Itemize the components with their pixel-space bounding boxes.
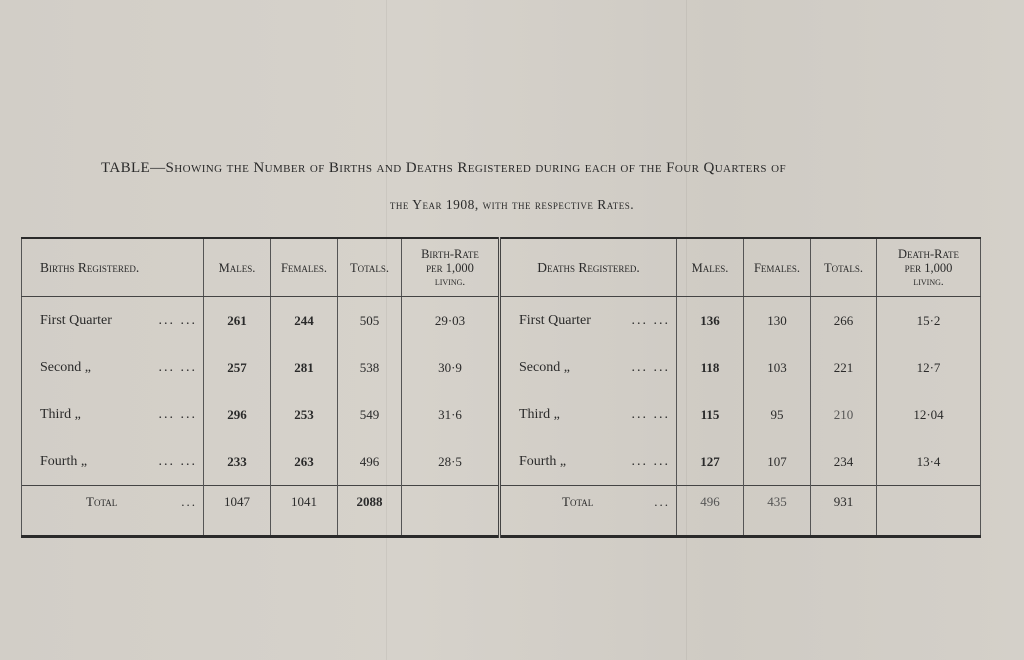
leader-dots: ... <box>181 494 197 509</box>
deaths-males-cell: 118 <box>677 344 744 391</box>
table-title-line-1: TABLE—Showing the Number of Births and Deaths Registered during each of the Four Quarters of <box>101 160 786 176</box>
header-deaths-registered: Deaths Registered. <box>500 238 677 297</box>
death-rate-cell: 12·04 <box>877 391 981 438</box>
death-rate-cell: 15·2 <box>877 297 981 345</box>
table-total-row <box>22 486 981 537</box>
total-births-males: 1047 <box>204 486 271 537</box>
header-deaths-females: Females. <box>744 238 811 297</box>
deaths-females-cell: 130 <box>744 297 811 345</box>
births-females-cell: 253 <box>271 391 338 438</box>
births-males-cell: 257 <box>204 344 271 391</box>
deaths-males-cell: 127 <box>677 438 744 486</box>
births-males-cell: 233 <box>204 438 271 486</box>
leader-dots: ... ... <box>158 359 197 375</box>
births-females-cell: 263 <box>271 438 338 486</box>
deaths-females-cell: 95 <box>744 391 811 438</box>
table-header-row <box>22 238 981 297</box>
births-females-cell: 281 <box>271 344 338 391</box>
row-quarter-label <box>22 297 204 345</box>
header-births-males: Males. <box>204 238 271 297</box>
deaths-males-cell: 136 <box>677 297 744 345</box>
quarter-name: Second „ <box>40 359 91 375</box>
death-rate-cell: 13·4 <box>877 438 981 486</box>
total-death-rate-empty <box>877 486 981 537</box>
row-deaths-quarter-label <box>500 438 677 486</box>
total-label <box>22 486 204 537</box>
deaths-totals-cell: 266 <box>811 297 877 345</box>
births-females-cell: 244 <box>271 297 338 345</box>
leader-dots: ... ... <box>631 406 670 422</box>
deaths-females-cell: 103 <box>744 344 811 391</box>
header-death-rate-line-3: living. <box>913 275 944 288</box>
leader-dots: ... <box>654 494 670 509</box>
leader-dots: ... ... <box>631 453 670 469</box>
total-births-totals: 2088 <box>338 486 402 537</box>
births-males-cell: 261 <box>204 297 271 345</box>
birth-rate-cell: 28·5 <box>402 438 500 486</box>
row-quarter-label <box>22 344 204 391</box>
births-deaths-table <box>21 237 981 538</box>
leader-dots: ... ... <box>158 453 197 469</box>
births-totals-cell: 505 <box>338 297 402 345</box>
total-label-text: Total <box>86 494 118 509</box>
births-totals-cell: 538 <box>338 344 402 391</box>
row-quarter-label <box>22 391 204 438</box>
total-births-females: 1041 <box>271 486 338 537</box>
deaths-males-cell: 115 <box>677 391 744 438</box>
table-title-line-2: the Year 1908, with the respective Rates. <box>389 197 635 212</box>
quarter-name: Third „ <box>40 406 81 422</box>
header-birth-rate-line-2: per 1,000 <box>426 260 474 275</box>
header-births-registered: Births Registered. <box>22 238 204 297</box>
table-row <box>22 438 981 486</box>
births-males-cell: 296 <box>204 391 271 438</box>
deaths-totals-cell: 210 <box>811 391 877 438</box>
quarter-name: Fourth „ <box>40 453 88 469</box>
total-deaths-totals: 931 <box>811 486 877 537</box>
quarter-name: Fourth „ <box>519 453 567 469</box>
total-deaths-females: 435 <box>744 486 811 537</box>
leader-dots: ... ... <box>631 312 670 328</box>
birth-rate-cell: 31·6 <box>402 391 500 438</box>
death-rate-cell: 12·7 <box>877 344 981 391</box>
header-birth-rate-line-1: Birth-Rate <box>421 246 479 261</box>
table-row <box>22 297 981 345</box>
row-quarter-label <box>22 438 204 486</box>
birth-rate-cell: 29·03 <box>402 297 500 345</box>
row-deaths-quarter-label <box>500 391 677 438</box>
quarter-name: First Quarter <box>40 312 112 328</box>
row-deaths-quarter-label <box>500 297 677 345</box>
table-row <box>22 391 981 438</box>
header-birth-rate <box>402 238 500 297</box>
table-row <box>22 344 981 391</box>
quarter-name: Third „ <box>519 406 560 422</box>
deaths-totals-cell: 234 <box>811 438 877 486</box>
header-deaths-males: Males. <box>677 238 744 297</box>
header-deaths-totals: Totals. <box>811 238 877 297</box>
total-birth-rate-empty <box>402 486 500 537</box>
header-births-totals: Totals. <box>338 238 402 297</box>
births-totals-cell: 496 <box>338 438 402 486</box>
birth-rate-cell: 30·9 <box>402 344 500 391</box>
total-deaths-label <box>500 486 677 537</box>
quarter-name: First Quarter <box>519 312 591 328</box>
deaths-females-cell: 107 <box>744 438 811 486</box>
total-label-text: Total <box>562 494 594 509</box>
row-deaths-quarter-label <box>500 344 677 391</box>
total-deaths-males: 496 <box>677 486 744 537</box>
leader-dots: ... ... <box>631 359 670 375</box>
quarter-name: Second „ <box>519 359 570 375</box>
header-birth-rate-line-3: living. <box>434 275 466 288</box>
header-death-rate-line-1: Death-Rate <box>897 246 960 261</box>
header-births-females: Females. <box>271 238 338 297</box>
leader-dots: ... ... <box>158 312 197 328</box>
deaths-totals-cell: 221 <box>811 344 877 391</box>
header-death-rate <box>877 238 981 297</box>
births-totals-cell: 549 <box>338 391 402 438</box>
leader-dots: ... ... <box>158 406 197 422</box>
header-death-rate-line-2: per 1,000 <box>904 260 953 275</box>
